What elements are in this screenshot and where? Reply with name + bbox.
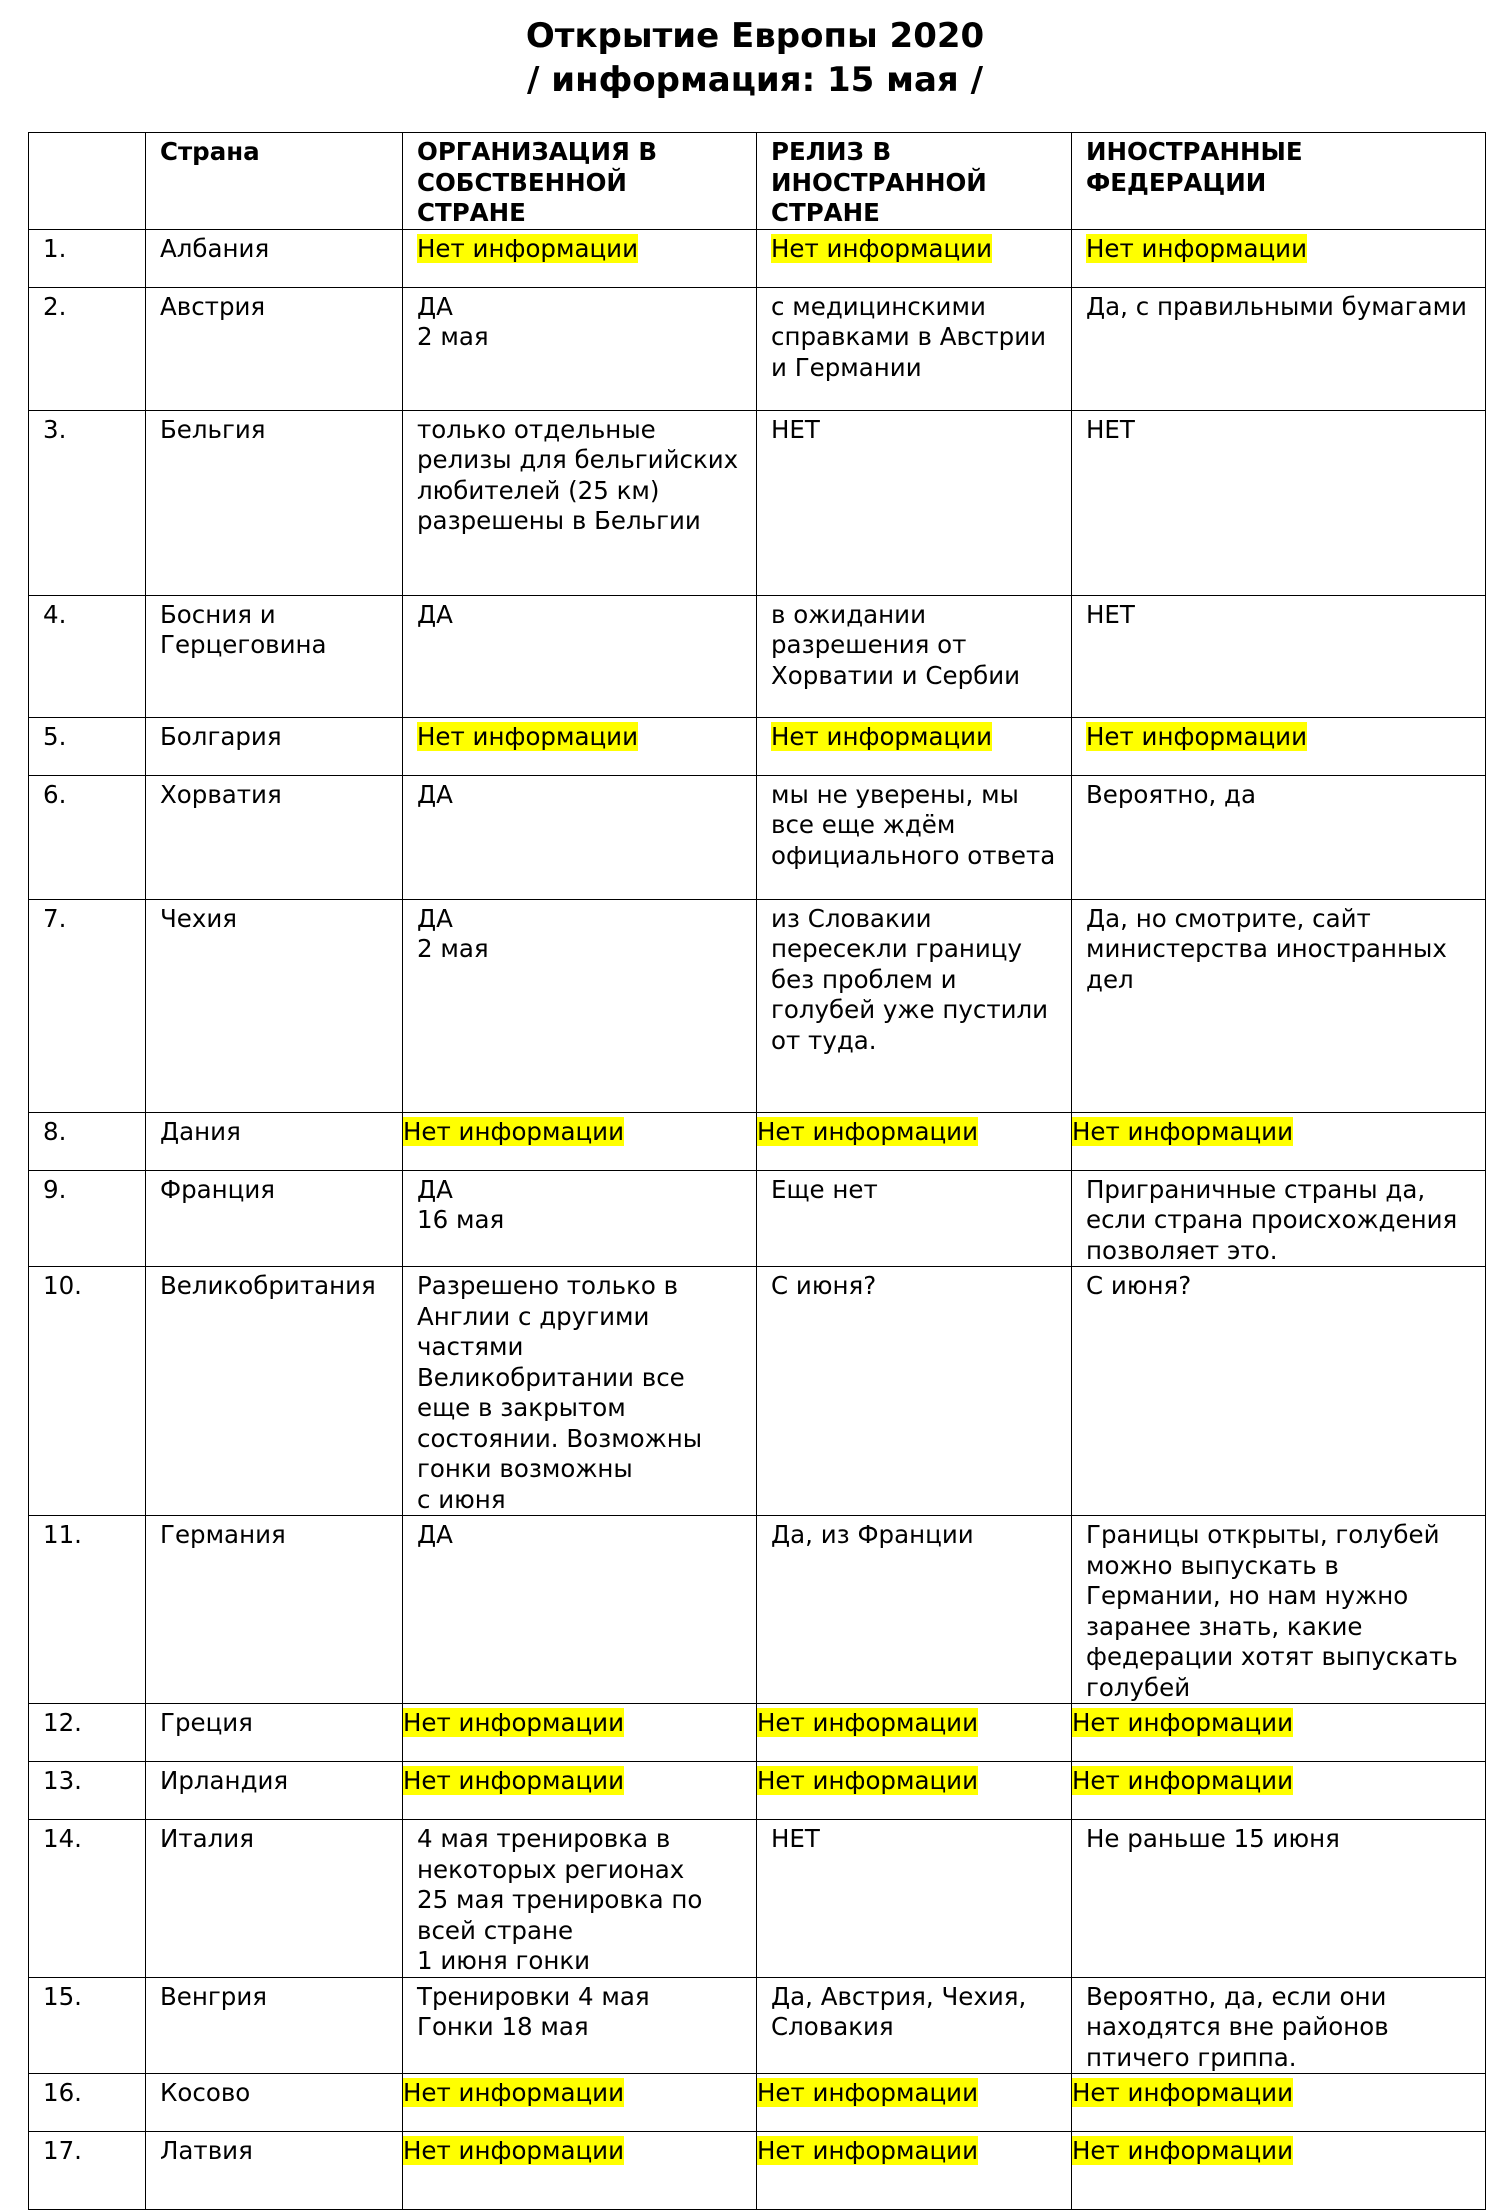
country-name (146, 229, 403, 287)
country-name (146, 2074, 403, 2132)
foreign-federations-cell-text: Нет информации (1072, 1708, 1294, 1737)
foreign-release-cell-text: мы не уверены, мы все еще ждём официального ответа (771, 779, 1056, 870)
home-organization-cell (403, 2074, 757, 2132)
foreign-federations-cell (1072, 595, 1486, 717)
row-number-text: 12. (43, 1708, 82, 1737)
country-name-text: Ирландия (160, 1766, 289, 1795)
country-name-text: Великобритания (160, 1271, 376, 1300)
foreign-release-cell (757, 1112, 1072, 1170)
home-organization-cell-text: Тренировки 4 мая Гонки 18 мая (417, 1981, 650, 2041)
foreign-federations-cell (1072, 1516, 1486, 1704)
foreign-release-cell-text: в ожидании разрешения от Хорватии и Сербии (771, 599, 1021, 690)
country-name-text: Франция (160, 1174, 276, 1204)
row-number-text: 5. (43, 721, 67, 751)
home-organization-cell-text: Нет информации (417, 233, 639, 263)
table-row (29, 899, 1486, 1112)
home-organization-cell-text: Нет информации (403, 2136, 625, 2165)
foreign-federations-cell-text: Нет информации (1086, 233, 1308, 263)
foreign-release-cell-text: Нет информации (771, 233, 993, 263)
foreign-release-cell-text: НЕТ (771, 1824, 820, 1853)
foreign-release-cell (757, 2132, 1072, 2210)
country-name-text: Косово (160, 2078, 251, 2107)
table-row (29, 1704, 1486, 1762)
foreign-federations-cell-text: Вероятно, да (1086, 779, 1256, 809)
country-name-text: Австрия (160, 291, 266, 321)
country-name-text: Хорватия (160, 779, 282, 809)
home-organization-cell (403, 1267, 757, 1516)
row-number (29, 595, 146, 717)
row-number-text: 11. (43, 1520, 82, 1549)
header-country: Страна (146, 133, 403, 230)
country-name (146, 1516, 403, 1704)
foreign-federations-cell (1072, 229, 1486, 287)
header-foreign-release: РЕЛИЗ В ИНОСТРАННОЙ СТРАНЕ (757, 133, 1072, 230)
foreign-release-cell-text: Да, Австрия, Чехия, Словакия (771, 1981, 1027, 2041)
country-name-text: Греция (160, 1708, 253, 1737)
foreign-federations-cell-text: С июня? (1086, 1271, 1192, 1300)
home-organization-cell (403, 775, 757, 899)
home-organization-cell-text: Нет информации (403, 1116, 625, 1146)
foreign-release-cell-text: с медицинскими справками в Австрии и Германии (771, 291, 1047, 382)
foreign-federations-cell (1072, 2132, 1486, 2210)
home-organization-cell (403, 287, 757, 410)
foreign-federations-cell (1072, 1170, 1486, 1267)
home-organization-cell-text: ДА 2 мая (417, 903, 489, 963)
foreign-release-cell-text: Нет информации (757, 1708, 979, 1737)
title-line-2: / информация: 15 мая / (527, 60, 983, 100)
home-organization-cell (403, 899, 757, 1112)
foreign-release-cell-text: Нет информации (771, 721, 993, 751)
home-organization-cell-text: ДА (417, 779, 453, 809)
table-row (29, 2074, 1486, 2132)
foreign-federations-cell (1072, 1820, 1486, 1978)
title-line-1: Открытие Европы 2020 (525, 16, 985, 56)
foreign-release-cell (757, 595, 1072, 717)
foreign-release-cell (757, 229, 1072, 287)
foreign-release-cell-text: из Словакии пересекли границу без проблем и голубей уже пустили от туда. (771, 903, 1049, 1055)
foreign-release-cell (757, 1516, 1072, 1704)
foreign-federations-cell (1072, 2074, 1486, 2132)
foreign-release-cell (757, 1820, 1072, 1978)
row-number (29, 1112, 146, 1170)
country-name-text: Болгария (160, 721, 282, 751)
country-name (146, 1977, 403, 2074)
home-organization-cell-text: Нет информации (403, 1708, 625, 1737)
country-name-text: Бельгия (160, 414, 266, 444)
table-row (29, 595, 1486, 717)
country-name (146, 1820, 403, 1978)
row-number-text: 9. (43, 1174, 67, 1204)
foreign-federations-cell (1072, 1267, 1486, 1516)
header-number (29, 133, 146, 230)
foreign-federations-cell-text: Вероятно, да, если они находятся вне районов птичего гриппа. (1086, 1981, 1389, 2072)
foreign-release-cell (757, 1704, 1072, 1762)
country-name-text: Латвия (160, 2136, 253, 2165)
home-organization-cell (403, 229, 757, 287)
table-row (29, 1762, 1486, 1820)
foreign-federations-cell (1072, 287, 1486, 410)
home-organization-cell (403, 595, 757, 717)
foreign-federations-cell-text: Границы открыты, голубей можно выпускать в Германии, но нам нужно заранее знать, какие федерации хотят выпускать голубей (1086, 1520, 1458, 1702)
foreign-federations-cell-text: Нет информации (1072, 2078, 1294, 2107)
row-number-text: 2. (43, 291, 67, 321)
home-organization-cell-text: только отдельные релизы для бельгийских любителей (25 км) разрешены в Бельгии (417, 414, 739, 535)
document-title (0, 14, 1510, 102)
country-table (28, 132, 1486, 2210)
home-organization-cell-text: 4 мая тренировка в некоторых регионах 25 мая тренировка по всей стране 1 июня гонки (417, 1824, 703, 1975)
country-name-text: Венгрия (160, 1981, 267, 2011)
home-organization-cell (403, 2132, 757, 2210)
foreign-release-cell (757, 410, 1072, 595)
foreign-federations-cell (1072, 1112, 1486, 1170)
row-number (29, 1977, 146, 2074)
foreign-federations-cell-text: Да, с правильными бумагами (1086, 291, 1467, 321)
home-organization-cell (403, 1820, 757, 1978)
home-organization-cell (403, 1762, 757, 1820)
foreign-federations-cell (1072, 1977, 1486, 2074)
foreign-release-cell (757, 1170, 1072, 1267)
country-name-text: Германия (160, 1520, 286, 1549)
table-row (29, 1112, 1486, 1170)
table-row (29, 287, 1486, 410)
home-organization-cell-text: Нет информации (403, 1766, 625, 1795)
foreign-release-cell-text: Нет информации (757, 1116, 979, 1146)
table-header-row (29, 133, 1486, 230)
country-name (146, 899, 403, 1112)
foreign-federations-cell-text: НЕТ (1086, 599, 1135, 629)
home-organization-cell (403, 410, 757, 595)
country-name (146, 775, 403, 899)
foreign-release-cell-text: С июня? (771, 1271, 877, 1300)
foreign-federations-cell-text: Приграничные страны да, если страна происхождения позволяет это. (1086, 1174, 1458, 1265)
foreign-release-cell-text: Нет информации (757, 2136, 979, 2165)
header-home-organization: ОРГАНИЗАЦИЯ В СОБСТВЕННОЙ СТРАНЕ (403, 133, 757, 230)
country-name (146, 1762, 403, 1820)
header-foreign-federations: ИНОСТРАННЫЕ ФЕДЕРАЦИИ (1072, 133, 1486, 230)
foreign-release-cell (757, 717, 1072, 775)
foreign-release-cell-text: Да, из Франции (771, 1520, 974, 1549)
home-organization-cell (403, 1977, 757, 2074)
country-name (146, 1267, 403, 1516)
table-row (29, 1977, 1486, 2074)
row-number-text: 10. (43, 1271, 82, 1300)
country-name-text: Дания (160, 1116, 241, 1146)
foreign-federations-cell-text: Не раньше 15 июня (1086, 1824, 1340, 1853)
row-number (29, 899, 146, 1112)
country-name (146, 287, 403, 410)
home-organization-cell (403, 717, 757, 775)
row-number (29, 2074, 146, 2132)
country-name (146, 595, 403, 717)
home-organization-cell (403, 1704, 757, 1762)
foreign-release-cell-text: Еще нет (771, 1174, 878, 1204)
row-number-text: 8. (43, 1116, 67, 1146)
country-name (146, 1704, 403, 1762)
home-organization-cell-text: ДА (417, 1520, 453, 1549)
table-row (29, 1516, 1486, 1704)
row-number-text: 16. (43, 2078, 82, 2107)
home-organization-cell (403, 1516, 757, 1704)
foreign-federations-cell-text: Нет информации (1086, 721, 1308, 751)
foreign-release-cell (757, 1977, 1072, 2074)
row-number-text: 6. (43, 779, 67, 809)
row-number (29, 1762, 146, 1820)
home-organization-cell-text: Нет информации (403, 2078, 625, 2107)
row-number (29, 2132, 146, 2210)
home-organization-cell-text: ДА 16 мая (417, 1174, 505, 1234)
row-number-text: 15. (43, 1981, 82, 2011)
country-name (146, 717, 403, 775)
foreign-federations-cell (1072, 899, 1486, 1112)
row-number (29, 775, 146, 899)
row-number (29, 1267, 146, 1516)
foreign-release-cell (757, 775, 1072, 899)
country-name (146, 2132, 403, 2210)
country-name (146, 1112, 403, 1170)
row-number-text: 4. (43, 599, 67, 629)
foreign-federations-cell (1072, 717, 1486, 775)
foreign-federations-cell-text: НЕТ (1086, 414, 1135, 444)
home-organization-cell (403, 1112, 757, 1170)
home-organization-cell (403, 1170, 757, 1267)
foreign-release-cell-text: НЕТ (771, 414, 820, 444)
row-number (29, 717, 146, 775)
row-number-text: 7. (43, 903, 67, 933)
row-number (29, 1704, 146, 1762)
country-name (146, 1170, 403, 1267)
foreign-release-cell-text: Нет информации (757, 1766, 979, 1795)
foreign-federations-cell-text: Да, но смотрите, сайт министерства иностранных дел (1086, 903, 1447, 994)
row-number-text: 1. (43, 233, 67, 263)
foreign-release-cell (757, 1267, 1072, 1516)
row-number (29, 229, 146, 287)
country-name-text: Чехия (160, 903, 238, 933)
country-name-text: Албания (160, 233, 270, 263)
foreign-federations-cell (1072, 410, 1486, 595)
country-name (146, 410, 403, 595)
row-number-text: 13. (43, 1766, 82, 1795)
row-number (29, 410, 146, 595)
table-row (29, 410, 1486, 595)
foreign-release-cell (757, 1762, 1072, 1820)
table-row (29, 1820, 1486, 1978)
country-name-text: Италия (160, 1824, 254, 1853)
home-organization-cell-text: ДА (417, 599, 453, 629)
table-body (29, 229, 1486, 2210)
row-number-text: 14. (43, 1824, 82, 1853)
foreign-federations-cell (1072, 775, 1486, 899)
foreign-release-cell (757, 287, 1072, 410)
table-row (29, 775, 1486, 899)
table-row (29, 1267, 1486, 1516)
foreign-federations-cell-text: Нет информации (1072, 1116, 1294, 1146)
row-number (29, 1516, 146, 1704)
table-row (29, 2132, 1486, 2210)
country-name-text: Босния и Герцеговина (160, 599, 327, 659)
foreign-release-cell (757, 2074, 1072, 2132)
home-organization-cell-text: ДА 2 мая (417, 291, 489, 351)
home-organization-cell-text: Разрешено только в Англии с другими частями Великобритании все еще в закрытом состоянии. Возможны гонки возможны с июня (417, 1271, 703, 1514)
row-number (29, 1820, 146, 1978)
row-number (29, 1170, 146, 1267)
foreign-federations-cell-text: Нет информации (1072, 1766, 1294, 1795)
foreign-release-cell-text: Нет информации (757, 2078, 979, 2107)
table-row (29, 1170, 1486, 1267)
foreign-federations-cell (1072, 1762, 1486, 1820)
row-number-text: 3. (43, 414, 67, 444)
table-row (29, 717, 1486, 775)
foreign-release-cell (757, 899, 1072, 1112)
row-number (29, 287, 146, 410)
row-number-text: 17. (43, 2136, 82, 2165)
home-organization-cell-text: Нет информации (417, 721, 639, 751)
foreign-federations-cell (1072, 1704, 1486, 1762)
foreign-federations-cell-text: Нет информации (1072, 2136, 1294, 2165)
table-row (29, 229, 1486, 287)
